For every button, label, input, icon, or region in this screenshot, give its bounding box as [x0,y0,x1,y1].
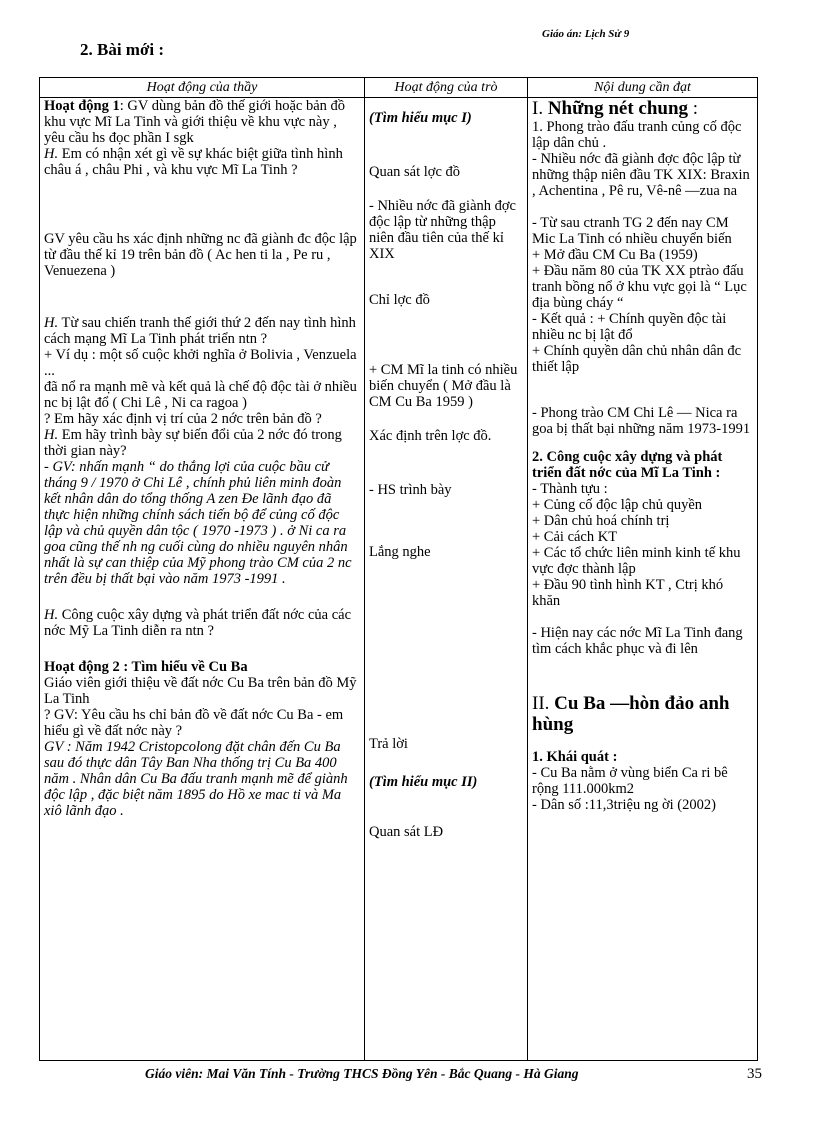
question-4 [44,607,360,639]
content-item-8: - Phong trào CM Chi Lê — Nica ra goa bị thất bại những năm 1973-1991 [532,405,751,437]
teacher-para-4: đã nổ ra mạnh mẽ và kết quả là chế độ độc tài ở nhiều nc bị lật đổ ( Chi Lê , Ni ca ragoa ) [44,379,357,411]
content-item-2: - Nhiều nớc đã giành đợc độc lập từ những thập niên đầu TK XIX: Braxin , Achentina , Pê ru, Vê-nê —zua na [532,151,750,199]
student-task-5: + CM Mĩ la tinh có nhiều biến chuyển ( Mở đầu là CM Cu Ba 1959 ) [369,362,518,410]
teacher-para-6: Giáo viên giới thiệu về đất nớc Cu Ba trên bản đồ Mỹ La Tinh [44,675,357,707]
teacher-para-2: GV yêu cầu hs xác định những nc đã giành đc độc lập từ đầu thế kỉ 19 trên bản đồ ( Ac hen ti la , Pe ru , Venuezena ) [44,231,357,279]
content-heading-3 [532,693,753,735]
question-4-text: Công cuộc xây dựng và phát triển đất nớc của các nớc Mỹ La Tinh diễn ra ntn ? [44,607,352,639]
student-task-10: (Tìm hiểu mục II) [369,774,478,790]
content-column [528,98,758,1061]
content-item-10: + Củng cố độc lập chủ quyền [532,497,703,513]
student-task-4: Chỉ lợc đồ [369,292,430,308]
table-header-row [40,78,758,98]
content-item-1: 1. Phong trào đấu tranh củng cố độc lập dân chủ . [532,119,742,151]
content-item-17: - Dân số :11,3triệu ng ời (2002) [532,797,716,813]
table-body-row [40,98,758,1061]
header-course-note: Giáo án: Lịch Sử 9 [542,28,630,40]
question-1 [44,146,360,178]
header-teacher: Hoạt động của thầy [40,78,365,98]
content-item-5: + Đầu năm 80 của TK XX ptrào đấu tranh bồng nổ ở khu vực gọi là “ Lục địa bùng cháy “ [532,263,747,311]
student-task-3: - Nhiều nớc đã giành đợc độc lập từ những thập niên đầu tiên của thế kỉ XIX [369,198,516,262]
header-content: Nội dung cần đạt [528,78,758,98]
activity-1-text: : GV dùng bản đồ thế giới hoặc bản đồ khu vực Mĩ La Tinh và giới thiệu về khu vực này , yêu cầu hs đọc phần I sgk [44,98,346,146]
student-task-11: Quan sát LĐ [369,824,444,840]
content-item-6: - Kết quả : + Chính quyền độc tài nhiều nc bị lật đổ [532,311,727,343]
gv-note-text: nhấn mạnh “ do thắng lợi của cuộc bầu cử tháng 9 / 1970 ở Chi Lê , chính phủ liên minh đoàn kết nhân dân do tổng thống A zen Đe lãnh đạo đã thực hiện những chính sách tiến bộ để củng cố độc lập và chủ quyền dân tộc ( 1970 -1973 ) . ở Ni ca ra goa cũng thế nh ng cuối cùng do nhiều nguyên nhân nhất là sự can thiệp của Mỹ phong trào CM của 2 nc trên đều bị thất bại vào năm 1973 -1991 . [44,459,352,587]
activity-1-label: Hoạt động 1 [44,98,120,114]
content-heading-1-suffix: : [688,98,699,119]
question-4-label: H. [44,607,59,623]
content-heading-2: 2. Công cuộc xây dựng và phát triển đất nớc của Mĩ La Tinh : [532,449,723,481]
teacher-para-3: + Ví dụ : một số cuộc khởi nghĩa ở Bolivia , Venzuela ... [44,347,357,379]
activity-2-title: Hoạt động 2 : Tìm hiểu về Cu Ba [44,659,248,675]
student-task-2: Quan sát lợc đồ [369,164,461,180]
activity-1 [44,98,360,146]
question-1-text: Em có nhận xét gì về sự khác biệt giữa tình hình châu á , châu Phi , và khu vực Mĩ La Tinh ? [44,146,343,178]
header-student: Hoạt động của trò [365,78,528,98]
gv-note-prefix: - GV: [44,459,80,475]
teacher-para-8: GV : Năm 1942 Cristopcolong đặt chân đến Cu Ba sau đó thực dân Tây Ban Nha thống trị Cu Ba 400 năm . Nhân dân Cu Ba đấu tranh mạnh mẽ để giành độc lập , đặc biệt năm 1895 do Hồ xe mac ti và Ma xiô lãnh đạo . [44,739,348,819]
student-task-1: (Tìm hiểu mục I) [369,110,472,126]
teacher-column [40,98,365,1061]
lesson-table [39,77,758,1061]
question-2-text: Từ sau chiến tranh thế giới thứ 2 đến nay tình hình cách mạng Mĩ La Tinh phát triển ntn ? [44,315,356,347]
student-task-9: Trả lời [369,736,408,752]
page-number: 35 [747,1066,762,1082]
question-3-label: H. [44,427,59,443]
teacher-para-7: ? GV: Yêu cầu hs chỉ bản đồ về đất nớc Cu Ba - em hiểu gì về đất nớc này ? [44,707,344,739]
student-column [365,98,528,1061]
question-2 [44,315,360,347]
content-heading-4: 1. Khái quát : [532,749,618,765]
content-item-15: - Hiện nay các nớc Mĩ La Tinh đang tìm cách khắc phục và đi lên [532,625,743,657]
section-title: 2. Bài mới : [80,40,165,59]
student-task-6: Xác định trên lợc đồ. [369,428,492,444]
content-heading-3-prefix: II. [532,693,555,714]
content-heading-1-prefix: I. [532,98,548,119]
content-heading-3-title: Cu Ba —hòn đảo anh hùng [532,693,730,735]
footer-author: Giáo viên: Mai Văn Tính - Trường THCS Đồng Yên - Bắc Quang - Hà Giang [145,1066,579,1081]
content-item-16: - Cu Ba nằm ở vùng biển Ca ri bê rộng 111.000km2 [532,765,728,797]
question-3 [44,427,360,459]
gv-note [44,459,360,587]
content-item-11: + Dân chủ hoá chính trị [532,513,670,529]
content-item-7: + Chính quyền dân chủ nhân dân đc thiết lập [532,343,742,375]
teacher-para-5: ? Em hãy xác định vị trí của 2 nớc trên bản đồ ? [44,411,322,427]
question-1-label: H. [44,146,59,162]
content-heading-1-title: Những nét chung [547,98,689,119]
content-item-4: + Mở đầu CM Cu Ba (1959) [532,247,698,263]
content-heading-1 [532,98,753,119]
question-3-text: Em hãy trình bày sự biến đổi của 2 nớc đó trong thời gian này? [44,427,342,459]
content-item-3: - Từ sau ctranh TG 2 đến nay CM Mic La Tinh có nhiều chuyển biến [532,215,732,247]
student-task-8: Lắng nghe [369,544,431,560]
content-item-14: + Đầu 90 tình hình KT , Ctrị khó khăn [532,577,724,609]
question-2-label: H. [44,315,59,331]
content-item-13: + Các tổ chức liên minh kinh tế khu vực đợc thành lập [532,545,741,577]
student-task-7: - HS trình bày [369,482,452,498]
content-item-12: + Cải cách KT [532,529,618,545]
content-item-9: - Thành tựu : [532,481,608,497]
